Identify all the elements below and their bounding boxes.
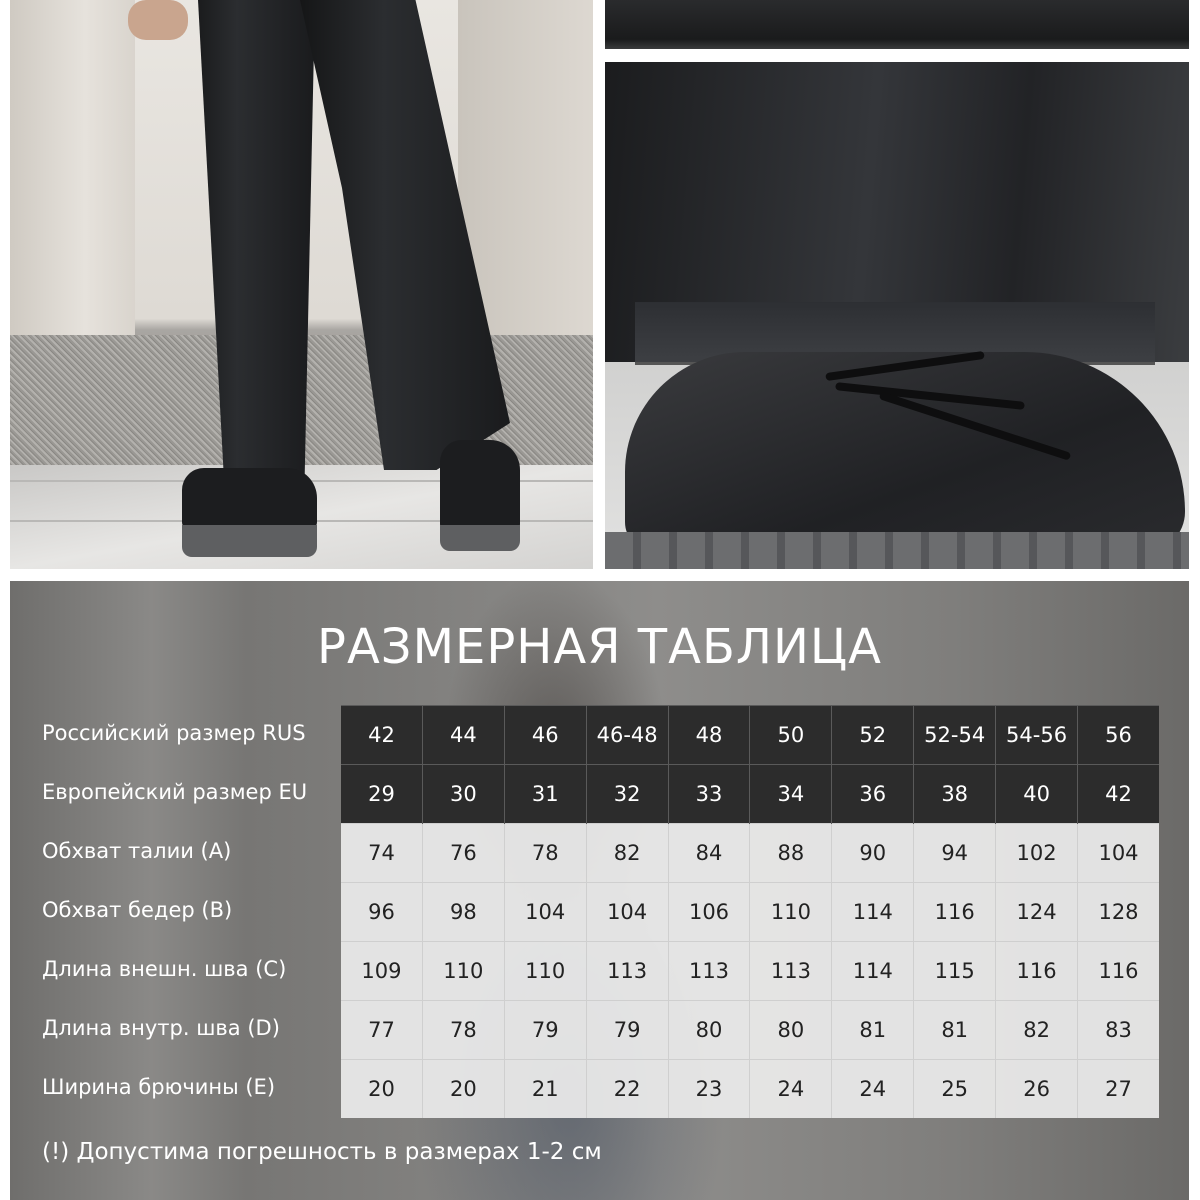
size-table-cell: 94 xyxy=(914,824,996,883)
size-table-cell: 109 xyxy=(341,942,422,1001)
size-table-cell: 36 xyxy=(832,765,914,824)
size-table-cell: 24 xyxy=(750,1060,832,1119)
size-table-cell: 77 xyxy=(341,1001,422,1060)
size-table-cell: 20 xyxy=(341,1060,422,1119)
size-table-cell: 98 xyxy=(422,883,504,942)
sneaker-left xyxy=(182,468,317,530)
size-table-cell: 79 xyxy=(586,1001,668,1060)
size-table-cell: 124 xyxy=(996,883,1078,942)
size-table-cell: 79 xyxy=(504,1001,586,1060)
size-table-cell: 29 xyxy=(341,765,422,824)
size-table-cell: 82 xyxy=(586,824,668,883)
size-table-cell: 50 xyxy=(750,706,832,765)
size-table-cell: 81 xyxy=(914,1001,996,1060)
size-table-cell: 34 xyxy=(750,765,832,824)
row-label-leg-width: Ширина брючины (E) xyxy=(42,1075,276,1099)
row-label-inseam: Длина внутр. шва (D) xyxy=(42,1016,280,1040)
size-table-cell: 25 xyxy=(914,1060,996,1119)
size-table-cell: 31 xyxy=(504,765,586,824)
size-table-row xyxy=(341,883,1159,942)
row-label-eu: Европейский размер EU xyxy=(42,780,308,804)
size-table-cell: 78 xyxy=(422,1001,504,1060)
sneaker-right xyxy=(440,440,520,532)
size-table-cell: 80 xyxy=(750,1001,832,1060)
size-table-cell: 44 xyxy=(422,706,504,765)
product-photo-detail-top xyxy=(605,0,1189,49)
size-table-cell: 88 xyxy=(750,824,832,883)
size-table-cell: 102 xyxy=(996,824,1078,883)
size-table-cell: 52-54 xyxy=(914,706,996,765)
size-table-cell: 80 xyxy=(668,1001,750,1060)
size-tolerance-note: (!) Допустима погрешность в размерах 1-2 см xyxy=(42,1139,602,1165)
size-table-cell: 52 xyxy=(832,706,914,765)
size-table-cell: 40 xyxy=(996,765,1078,824)
size-table-cell: 115 xyxy=(914,942,996,1001)
size-table-cell: 27 xyxy=(1078,1060,1159,1119)
size-table-cell: 46 xyxy=(504,706,586,765)
size-table-cell: 110 xyxy=(750,883,832,942)
size-table-cell: 114 xyxy=(832,883,914,942)
size-table-row xyxy=(341,706,1159,765)
size-table-cell: 83 xyxy=(1078,1001,1159,1060)
size-table-row xyxy=(341,1001,1159,1060)
size-table-cell: 90 xyxy=(832,824,914,883)
size-chart-title: РАЗМЕРНАЯ ТАБЛИЦА xyxy=(317,619,882,675)
product-photo-full-length xyxy=(10,0,593,569)
sneaker-sole xyxy=(182,525,317,557)
model-hand xyxy=(128,0,188,40)
sneaker-sole xyxy=(440,525,520,551)
row-label-waist: Обхват талии (A) xyxy=(42,839,232,863)
sneaker-sole-closeup xyxy=(605,532,1189,569)
size-table-cell: 74 xyxy=(341,824,422,883)
size-table-cell: 106 xyxy=(668,883,750,942)
size-table-cell: 82 xyxy=(996,1001,1078,1060)
size-table-cell: 38 xyxy=(914,765,996,824)
size-table-cell: 110 xyxy=(422,942,504,1001)
size-table-cell: 30 xyxy=(422,765,504,824)
size-table-cell: 104 xyxy=(504,883,586,942)
row-label-outseam: Длина внешн. шва (C) xyxy=(42,957,287,981)
size-table-row xyxy=(341,1060,1159,1119)
size-table-cell: 24 xyxy=(832,1060,914,1119)
size-table-cell: 128 xyxy=(1078,883,1159,942)
sneaker-closeup xyxy=(625,352,1185,552)
size-chart-panel xyxy=(10,581,1189,1200)
size-table-cell: 21 xyxy=(504,1060,586,1119)
size-table-cell: 113 xyxy=(750,942,832,1001)
size-table-cell: 76 xyxy=(422,824,504,883)
size-table-cell: 114 xyxy=(832,942,914,1001)
size-table-cell: 26 xyxy=(996,1060,1078,1119)
size-table-cell: 96 xyxy=(341,883,422,942)
size-table-cell: 32 xyxy=(586,765,668,824)
size-table-cell: 42 xyxy=(1078,765,1159,824)
size-table-cell: 54-56 xyxy=(996,706,1078,765)
size-table-cell: 42 xyxy=(341,706,422,765)
size-table-cell: 116 xyxy=(914,883,996,942)
size-table-cell: 104 xyxy=(586,883,668,942)
size-table-cell: 20 xyxy=(422,1060,504,1119)
row-label-hips: Обхват бедер (B) xyxy=(42,898,233,922)
size-table-row xyxy=(341,824,1159,883)
row-label-rus: Российский размер RUS xyxy=(42,721,306,745)
size-table-cell: 113 xyxy=(586,942,668,1001)
size-table-row xyxy=(341,942,1159,1001)
size-table-cell: 116 xyxy=(996,942,1078,1001)
size-table-cell: 78 xyxy=(504,824,586,883)
size-table-cell: 46-48 xyxy=(586,706,668,765)
size-table-cell: 33 xyxy=(668,765,750,824)
size-table-cell: 84 xyxy=(668,824,750,883)
size-table-cell: 110 xyxy=(504,942,586,1001)
size-table-cell: 113 xyxy=(668,942,750,1001)
size-table-cell: 104 xyxy=(1078,824,1159,883)
size-table-cell: 23 xyxy=(668,1060,750,1119)
size-table-cell: 81 xyxy=(832,1001,914,1060)
product-photo-sneaker-closeup xyxy=(605,62,1189,569)
size-table-cell: 116 xyxy=(1078,942,1159,1001)
size-table-cell: 56 xyxy=(1078,706,1159,765)
size-table-cell: 48 xyxy=(668,706,750,765)
size-table-cell: 22 xyxy=(586,1060,668,1119)
size-table xyxy=(341,705,1159,1118)
size-table-row xyxy=(341,765,1159,824)
